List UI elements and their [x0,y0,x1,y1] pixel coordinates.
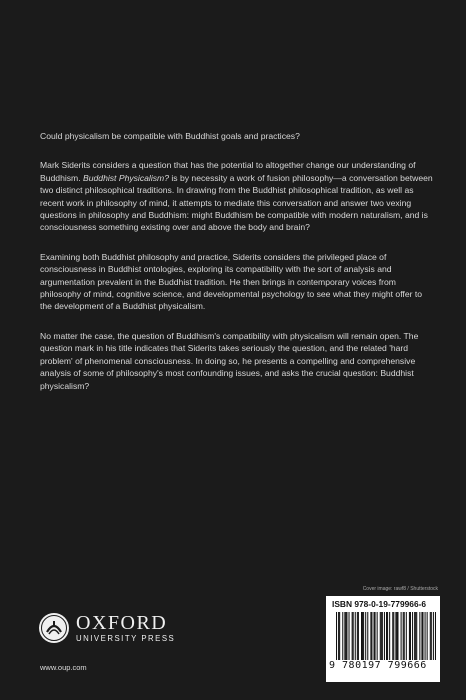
barcode-bar [338,612,339,660]
barcode-bar [346,612,347,660]
barcode-bar [431,612,432,660]
blurb-paragraph-2: Examining both Buddhist philosophy and practice, Siderits considers the privileged place of consciousness in Buddhist ontologies, exploring its compatibility with the sort of analysis and argumentation prevalent in the Buddhist tradition. He then brings in contemporary voices from philosophy of mind, cognitive science, and developmental psychology to see what they might offer to the development of a Buddhist physicalism. [40,251,423,312]
blurb-paragraph-1: Mark Siderits considers a question that has the potential to altogether change our understanding of Buddhism. Buddhist Physicalism? is by necessity a work of fusion philosophy—a conversation between two distinct philosophical traditions. In drawing from the Buddhist philosophical tradition, as well as recent work in philosophy of mind, it attempts to mediate this conversation and answer two vexing questions in philosophy and Buddhism: might Buddhism be compatible with modern naturalism, and is consciousness something existing over and above the body and brain? [40,160,433,233]
barcode-bar [370,612,371,660]
barcode-bar [403,612,404,660]
barcode-bar [362,612,363,660]
publisher-logo [38,612,175,644]
barcode-bar [416,612,417,660]
barcode-bar [433,612,434,660]
barcode-bar [386,612,387,660]
barcode-bar [382,612,383,660]
barcode-bar [349,612,350,660]
barcode-bar [425,612,426,660]
barcode-bar [412,612,413,660]
barcode-bar [374,612,375,660]
barcode-bar [358,612,359,660]
barcode-bar [357,612,358,660]
cover-image-credit: Cover image: rawf8 / Shutterstock [362,586,438,592]
isbn-label: ISBN 978-0-19-779966-6 [332,599,427,609]
blurb-lead: Could physicalism be compatible with Buddhist goals and practices? [40,131,300,141]
barcode-bar [427,612,428,660]
barcode-bar [344,612,345,660]
barcode-bar [363,612,364,660]
publisher-name: OXFORD [76,611,168,634]
barcode-bar [339,612,340,660]
blurb-paragraph-3: No matter the case, the question of Buddhism's compatibility with physicalism will remain open. The question mark in his title indicates that Siderits takes seriously the question, and the related 'hard problem' of phenomenal consciousness. In doing so, he presents a compelling and comprehensive analysis of some of philosophy's most confounding issues, and asks the crucial question: Buddhist physicalism? [40,330,419,391]
barcode-bar [371,612,372,660]
barcode-bar [361,612,362,660]
oxford-crest-icon [38,612,70,644]
barcode-bar [409,612,410,660]
barcode-bar [352,612,353,660]
barcode-bar [392,612,393,660]
barcode-bar [419,612,420,660]
barcode-bar [345,612,346,660]
barcode-bar [381,612,382,660]
barcode [336,612,436,660]
barcode-bar [375,612,376,660]
book-title: Buddhist Physicalism? [83,172,169,183]
barcode-bar [414,612,415,660]
barcode-bar [435,612,436,660]
barcode-bar [353,612,354,660]
barcode-bar [396,612,397,660]
barcode-bar [404,612,405,660]
barcode-bar [406,612,407,660]
barcode-bar [421,612,422,660]
barcode-bar [336,612,337,660]
barcode-bar [415,612,416,660]
barcode-digits: 9 780197 799666 [329,660,427,671]
barcode-bar [355,612,356,660]
barcode-bar [380,612,381,660]
barcode-bar [401,612,402,660]
barcode-bar [422,612,423,660]
barcode-bar [397,612,398,660]
blurb-text [40,130,433,409]
barcode-bar [410,612,411,660]
barcode-bar [342,612,343,660]
barcode-bar [365,612,366,660]
barcode-bar [387,612,388,660]
barcode-bar [430,612,431,660]
barcode-bar [367,612,368,660]
barcode-bar [384,612,385,660]
publisher-url[interactable]: www.oup.com [40,663,87,672]
barcode-box [326,596,440,682]
barcode-bar [393,612,394,660]
barcode-bar [377,612,378,660]
barcode-bar [389,612,390,660]
barcode-bar [395,612,396,660]
publisher-subname: UNIVERSITY PRESS [76,633,176,643]
